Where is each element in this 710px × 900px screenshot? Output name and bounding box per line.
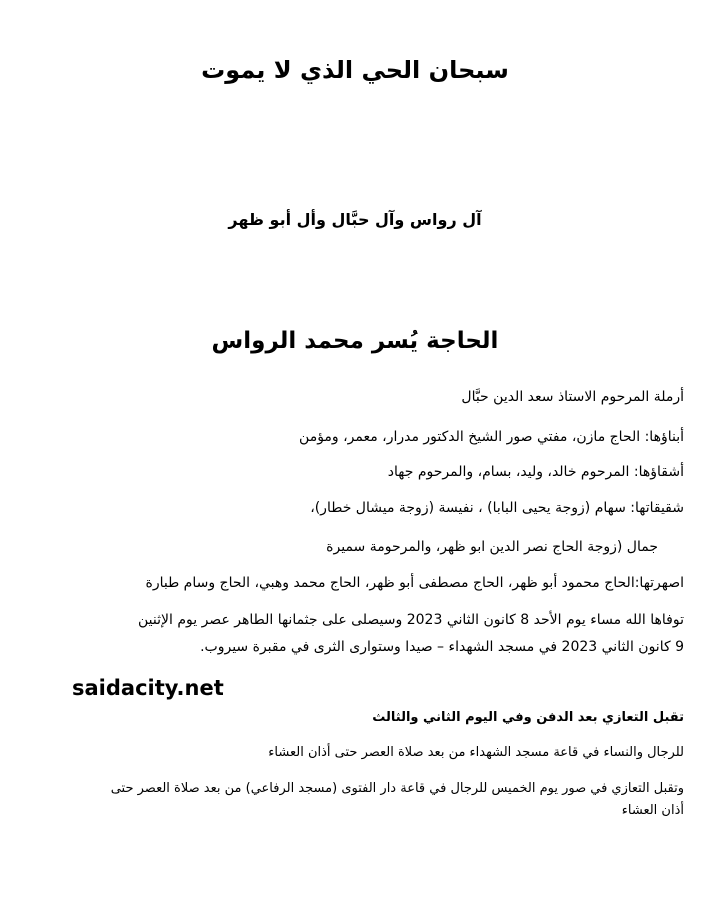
condolences-line-2: وتقبل التعازي في صور يوم الخميس للرجال في قاعة دار الفتوى (مسجد الرفاعي) من بعد صلاة العصر حتى — [110, 781, 684, 796]
widow-of-line: أرملة المرحوم الاستاذ سعد الدين حبَّال — [461, 389, 684, 405]
closing-phrase — [0, 838, 710, 860]
families-heading: آل رواس وآل حبَّال وأل أبو ظهر — [228, 210, 482, 229]
page-title: سبحان الحي الذي لا يموت — [201, 56, 509, 84]
sisters-line-2: جمال (زوجة الحاج نصر الدين ابو ظهر، والمرحومة سميرة — [326, 539, 658, 555]
brothers-line: أشقاؤها: المرحوم خالد، وليد، بسام، والمرحوم جهاد — [387, 464, 684, 480]
deceased-name: الحاجة يُسر محمد الرواس — [211, 328, 499, 354]
condolences-heading: تقبل التعازي بعد الدفن وفي اليوم الثاني والثالث — [372, 710, 684, 725]
verse-reference — [0, 148, 710, 168]
condolences-line-3: أذان العشاء — [621, 803, 684, 818]
sisters-line-1: شقيقاتها: سهام (زوجة يحيى البابا) ، نفيسة (زوجة ميشال خطار)، — [310, 500, 684, 516]
sons-in-law-line: اصهرتها:الحاج محمود أبو ظهر، الحاج مصطفى أبو ظهر، الحاج محمد وهبي، الحاج وسام طبارة — [145, 575, 684, 591]
announcement-text — [0, 264, 710, 286]
sons-line: أبناؤها: الحاج مازن، مفتي صور الشيخ الدكتور مدرار، معمر، ومؤمن — [299, 429, 684, 445]
condolences-line-1: للرجال والنساء في قاعة مسجد الشهداء من بعد صلاة العصر حتى أذان العشاء — [268, 745, 684, 760]
website-watermark: saidacity.net — [72, 676, 224, 700]
funeral-line-1: توفاها الله مساء يوم الأحد 8 كانون الثاني 2023 وسيصلى على جثمانها الطاهر عصر يوم الإثنين — [138, 612, 684, 628]
funeral-line-2: 9 كانون الثاني 2023 في مسجد الشهداء – صيدا وستوارى الثرى في مقبرة سيروب. — [200, 639, 684, 655]
quran-verse — [0, 128, 710, 148]
